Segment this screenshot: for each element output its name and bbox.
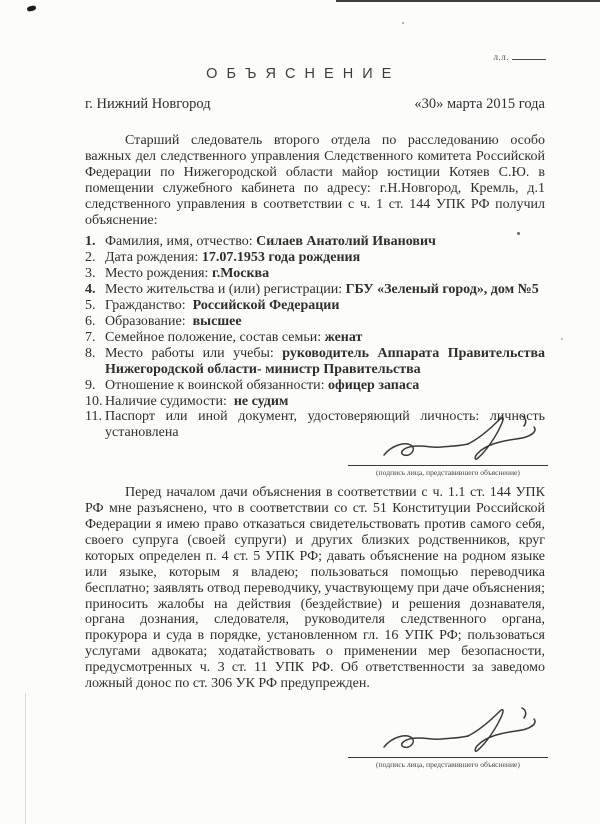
- sheet-number-text: л.л.: [493, 52, 509, 62]
- list-item: 3. Место рождения: г.Москва: [85, 266, 270, 282]
- intro-paragraph: Старший следователь второго отдела по расследованию особо важных дел следственного управления Следственного комитета Российской Федерации по Нижегородской области майор юстиции Котяев С.Ю. в помещении служебного кабинета по адресу: г.Н.Новгород, Кремль, д.1 следственного управления в соответствии с ч. 1 ст. 144 УПК РФ получил объяснение:: [85, 133, 545, 228]
- document-title: О Б Ъ Я С Н Е Н И Е: [206, 66, 394, 82]
- signature-block-top: [348, 423, 548, 483]
- list-item: 7. Семейное положение, состав семьи: женат: [85, 329, 363, 345]
- list-item: 8. Место работы или учебы: руководитель Аппарата Правительства Нижегородской области- министр Правительства: [85, 345, 546, 377]
- list-item: 1. Фамилия, имя, отчество: Силаев Анатолий Иванович: [85, 234, 436, 250]
- list-item: 10. Наличие судимости: не судим: [85, 393, 289, 409]
- list-item: 2. Дата рождения: 17.07.1953 года рождения: [85, 250, 361, 266]
- signature-block-bottom: [348, 715, 548, 775]
- document-body: [85, 133, 545, 692]
- list-item: 4. Место жительства и (или) регистрации: ГБУ «Зеленый город», дом №5: [85, 282, 539, 298]
- scan-speck: [561, 338, 563, 340]
- scan-corner-mark: [27, 5, 37, 12]
- personal-data-list: [85, 234, 545, 441]
- document-city: г. Нижний Новгород: [85, 96, 211, 112]
- list-item: 5. Гражданство: Российской Федерации: [85, 298, 340, 314]
- list-item: 11. Паспорт или иной документ, удостоверяющий личность: личность установлена: [85, 409, 545, 441]
- sheet-number-blank-line: [512, 50, 546, 60]
- scan-speck: [402, 22, 404, 24]
- sheet-number-label: [494, 50, 546, 62]
- list-item: 6. Образование: высшее: [85, 313, 242, 329]
- signature-scrawl-icon: [376, 707, 546, 759]
- document-date: «30» марта 2015 года: [414, 96, 545, 112]
- list-item: 9. Отношение к воинской обязанности: офицер запаса: [85, 377, 420, 393]
- signature-caption: (подпись лица, представившего объяснение): [376, 760, 520, 769]
- signature-caption: (подпись лица, представившего объяснение): [376, 468, 520, 477]
- signature-scrawl-icon: [376, 415, 546, 467]
- scan-edge-line: [336, 0, 600, 2]
- place-date-row: [85, 96, 545, 113]
- rights-paragraph: Перед началом дачи объяснения в соответствии с ч. 1.1 ст. 144 УПК РФ мне разъяснено, что в соответствии со ст. 51 Конституции Российской Федерации я имею право отказаться свидетельствовать против самого себя, своего супруга (своей супруги) и других близких родственников, круг которых определен п. 4 ст. 5 УПК РФ; давать объяснение на родном языке или языке, которым я владею; пользоваться помощью переводчика бесплатно; заявлять отвод переводчику, участвующему при даче объяснения; приносить жалобы на действия (бездействие) и решения дознавателя, органа дознания, следователя, руководителя следственного органа, прокурора и суда в порядке, установленном гл. 16 УПК РФ; пользоваться услугами адвоката; ходатайствовать о применении мер безопасности, предусмотренных ч. 3 ст. 11 УПК РФ. Об ответственности за заведомо ложный донос по ст. 306 УК РФ предупрежден.: [85, 485, 545, 692]
- scan-left-rule: [25, 693, 26, 824]
- signature-line: [348, 465, 548, 466]
- signature-line: [348, 757, 548, 758]
